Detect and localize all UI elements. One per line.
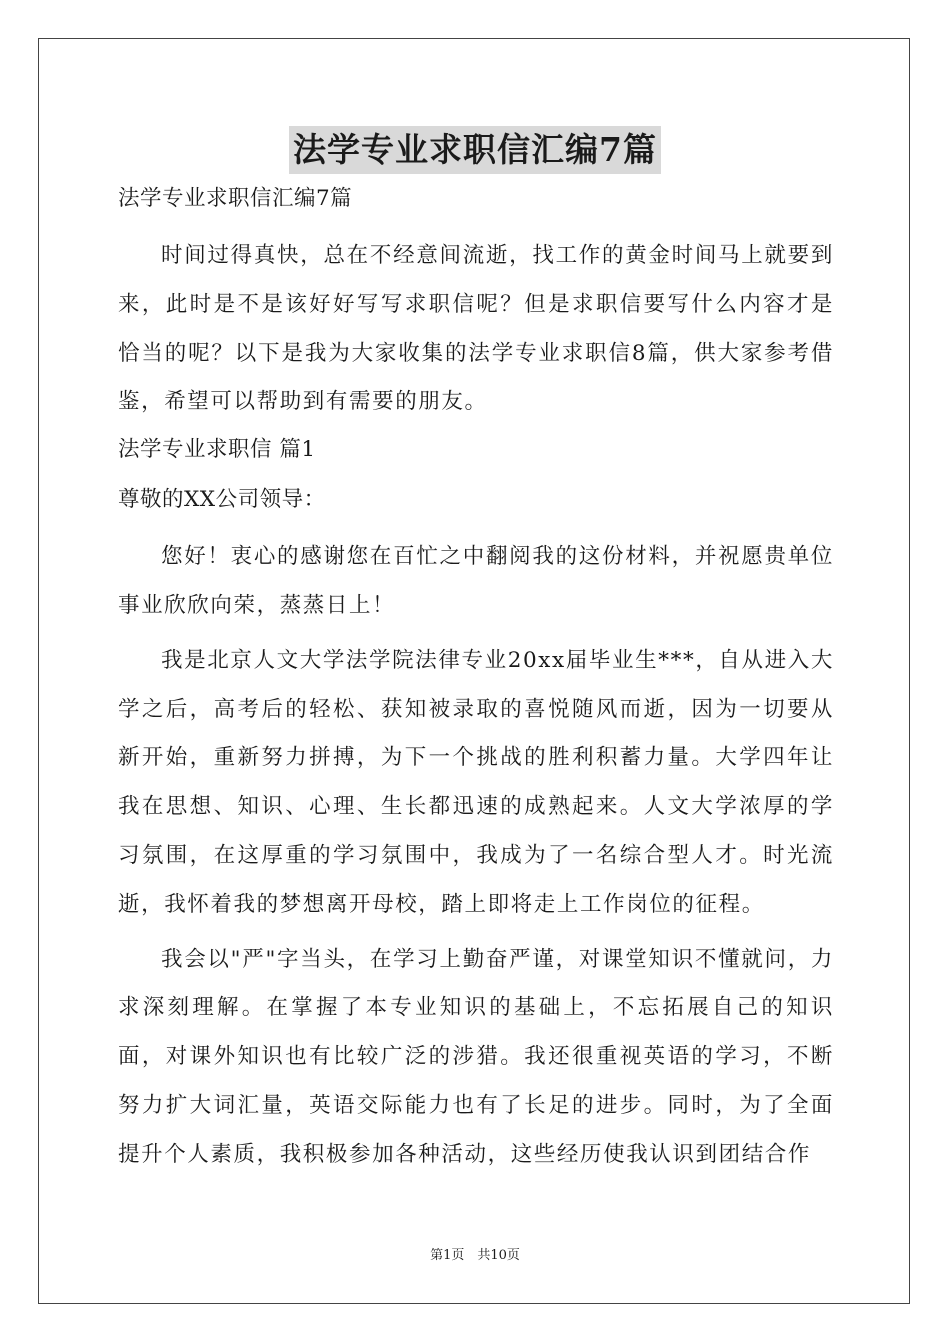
- section-heading: 法学专业求职信 篇1: [118, 437, 316, 463]
- body-paragraph-3: 我会以"严"字当头，在学习上勤奋严谨，对课堂知识不懂就问，力求深刻理解。在掌握了本专业知识的基础上，不忘拓展自己的知识面，对课外知识也有比较广泛的涉猎。我还很重视英语的学习，不断努力扩大词汇量，英语交际能力也有了长足的进步。同时，为了全面提升个人素质，我积极参加各种活动，这些经历使我认识到团结合作: [118, 946, 834, 1167]
- title-wrap: [0, 126, 950, 174]
- body-paragraph-1: 您好！衷心的感谢您在百忙之中翻阅我的这份材料，并祝愿贵单位事业欣欣向荣，蒸蒸日上！: [118, 544, 834, 618]
- salutation: 尊敬的XX公司领导：: [118, 487, 326, 513]
- document-title: 法学专业求职信汇编7篇: [289, 126, 661, 174]
- intro-paragraph: 时间过得真快，总在不经意间流逝，找工作的黄金时间马上就要到来，此时是不是该好好写写求职信呢？但是求职信要写什么内容才是恰当的呢？以下是我为大家收集的法学专业求职信8篇，供大家参考借鉴，希望可以帮助到有需要的朋友。: [118, 243, 834, 415]
- page-number: 第1页 共10页: [430, 1248, 520, 1263]
- document-body: [118, 182, 834, 1186]
- document-subtitle: 法学专业求职信汇编7篇: [118, 186, 353, 211]
- body-paragraph-2: 我是北京人文大学法学院法律专业20xx届毕业生***，自从进入大学之后，高考后的轻松、获知被录取的喜悦随风而逝，因为一切要从新开始，重新努力拼搏，为下一个挑战的胜利积蓄力量。大学四年让我在思想、知识、心理、生长都迅速的成熟起来。人文大学浓厚的学习氛围，在这厚重的学习氛围中，我成为了一名综合型人才。时光流逝，我怀着我的梦想离开母校，踏上即将走上工作岗位的征程。: [118, 647, 834, 917]
